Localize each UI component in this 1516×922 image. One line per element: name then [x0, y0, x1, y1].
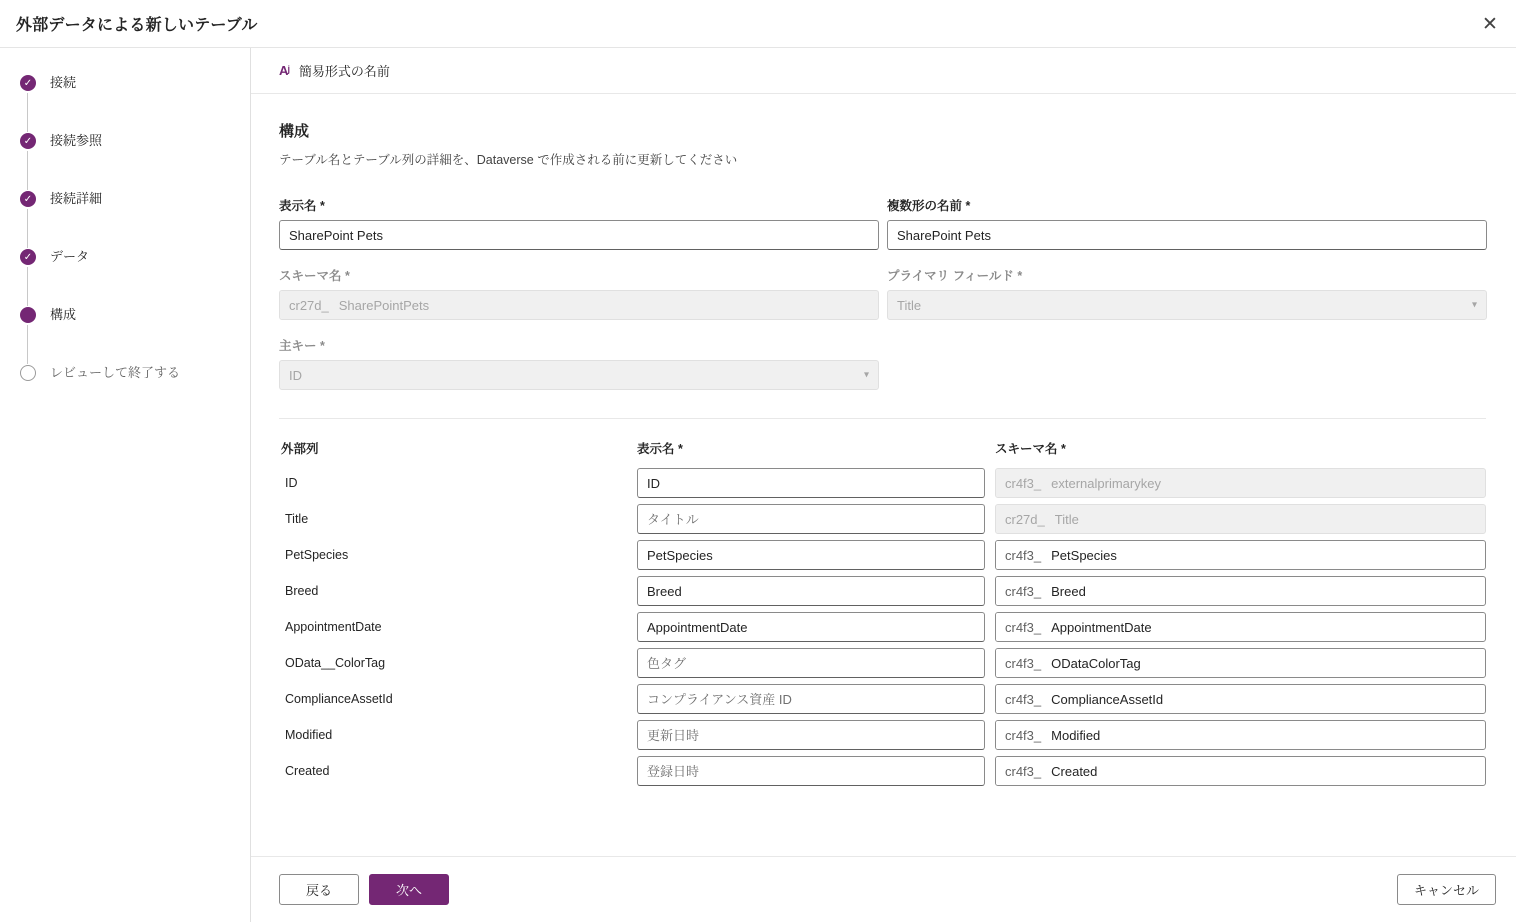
display-name-cell [637, 720, 995, 750]
column-schema-field[interactable] [995, 612, 1486, 642]
column-schema-input [1049, 469, 1485, 497]
schema-name-cell [995, 720, 1486, 750]
schema-prefix: cr4f3_ [996, 757, 1049, 785]
schema-prefix: cr4f3_ [996, 721, 1049, 749]
schema-prefix: cr27d_ [996, 505, 1053, 533]
display-name-cell [637, 468, 995, 498]
table-row [279, 465, 1486, 501]
panel-header [251, 48, 1516, 94]
external-column-name: AppointmentDate [285, 620, 382, 634]
table-row [279, 573, 1486, 609]
wizard-step-label: 接続参照 [50, 133, 103, 148]
schema-name-cell [995, 576, 1486, 606]
schema-name-field [279, 290, 879, 320]
display-name-cell [637, 684, 995, 714]
field-label-text: 複数形の名前 [887, 199, 963, 213]
display-name-cell [637, 576, 995, 606]
current-step-dot-icon [20, 307, 36, 323]
column-schema-input[interactable] [1049, 613, 1485, 641]
schema-name-cell [995, 468, 1486, 498]
required-marker: * [965, 199, 971, 213]
step-connector [27, 151, 28, 190]
table-row [279, 645, 1486, 681]
columns-table-header [279, 439, 1486, 457]
external-column-name: ID [285, 476, 298, 490]
check-icon: ✓ [20, 75, 36, 91]
required-marker: * [320, 199, 325, 213]
section-description: テーブル名とテーブル列の詳細を、Dataverse で作成される前に更新してください [279, 153, 738, 167]
required-marker: * [1017, 269, 1023, 283]
column-display-name-input[interactable] [637, 756, 985, 786]
external-column-name: Modified [285, 728, 333, 742]
dialog-footer [251, 856, 1516, 922]
column-schema-field [995, 504, 1486, 534]
column-schema-input[interactable] [1049, 685, 1485, 713]
required-marker: * [345, 269, 350, 283]
panel-content [251, 94, 1516, 856]
field-label-text: スキーマ名 [279, 269, 342, 283]
wizard-step-connection-reference[interactable] [0, 132, 250, 190]
external-column-name: OData__ColorTag [285, 656, 386, 670]
rename-field-icon: Aʲ [279, 63, 289, 78]
step-connector [27, 267, 28, 306]
wizard-step-label: レビューして終了する [50, 365, 181, 380]
dialog-body [0, 48, 1516, 922]
back-button[interactable]: 戻る [279, 874, 359, 905]
next-button[interactable]: 次へ [369, 874, 449, 905]
primary-key-value: ID [289, 367, 302, 383]
schema-prefix: cr4f3_ [996, 649, 1049, 677]
field-label-text: 主キー [279, 339, 317, 353]
field-label-text: プライマリ フィールド [887, 269, 1014, 283]
column-header-schema-name-text: スキーマ名 [995, 442, 1058, 456]
schema-name-cell [995, 684, 1486, 714]
schema-name-cell [995, 756, 1486, 786]
column-schema-field[interactable] [995, 684, 1486, 714]
schema-name-cell [995, 504, 1486, 534]
wizard-step-connection-details[interactable] [0, 190, 250, 248]
column-display-name-input[interactable] [637, 684, 985, 714]
table-row [279, 753, 1486, 789]
display-name-cell [637, 756, 995, 786]
schema-name-input [337, 291, 878, 319]
wizard-step-review-finish[interactable] [0, 364, 250, 422]
column-schema-input[interactable] [1049, 721, 1485, 749]
column-schema-input[interactable] [1049, 577, 1485, 605]
check-icon: ✓ [20, 133, 36, 149]
schema-name-cell [995, 648, 1486, 678]
wizard-step-rail [0, 48, 250, 922]
column-schema-field[interactable] [995, 648, 1486, 678]
wizard-step-label: 接続詳細 [50, 191, 103, 206]
field-label [887, 266, 1487, 284]
field-display-name [279, 196, 879, 250]
external-column-name: Created [285, 764, 330, 778]
schema-prefix: cr4f3_ [996, 613, 1049, 641]
schema-prefix: cr4f3_ [996, 577, 1049, 605]
column-display-name-input[interactable] [637, 504, 985, 534]
field-schema-name [279, 266, 879, 320]
panel-header-label: 簡易形式の名前 [298, 64, 390, 79]
column-header-display-name [637, 439, 995, 457]
step-connector [27, 209, 28, 248]
cancel-button[interactable]: キャンセル [1397, 874, 1496, 905]
column-display-name-input[interactable] [637, 648, 985, 678]
column-schema-input[interactable] [1049, 757, 1485, 785]
wizard-step-data[interactable] [0, 248, 250, 306]
external-column-name: ComplianceAssetId [285, 692, 393, 706]
table-row [279, 681, 1486, 717]
primary-key-select[interactable] [279, 360, 879, 390]
column-schema-field[interactable] [995, 720, 1486, 750]
schema-prefix: cr4f3_ [996, 685, 1049, 713]
check-icon: ✓ [20, 249, 36, 265]
field-label [279, 196, 879, 214]
primary-field-select[interactable] [887, 290, 1487, 320]
external-column-name: Title [285, 512, 309, 526]
check-icon: ✓ [20, 191, 36, 207]
field-label [279, 336, 879, 354]
display-name-cell [637, 540, 995, 570]
column-schema-field[interactable] [995, 756, 1486, 786]
column-display-name-input[interactable] [637, 612, 985, 642]
wizard-step-label: データ [50, 249, 90, 264]
schema-name-cell [995, 540, 1486, 570]
column-schema-field [995, 468, 1486, 498]
column-schema-input[interactable] [1049, 541, 1485, 569]
table-row [279, 501, 1486, 537]
field-primary-key [279, 336, 879, 390]
schema-prefix: cr4f3_ [996, 541, 1049, 569]
table-row [279, 717, 1486, 753]
chevron-down-icon: ▾ [1471, 299, 1477, 311]
chevron-down-icon: ▾ [863, 369, 869, 381]
column-display-name-input[interactable] [637, 540, 985, 570]
field-label [887, 196, 1487, 214]
external-column-name: PetSpecies [285, 548, 349, 562]
display-name-input[interactable] [279, 220, 879, 250]
dialog-title-bar [0, 0, 1516, 48]
field-label [279, 266, 879, 284]
step-connector [27, 325, 28, 364]
display-name-cell [637, 648, 995, 678]
primary-field-value: Title [897, 297, 922, 313]
wizard-step-connection[interactable] [0, 74, 250, 132]
column-header-schema-name [995, 439, 1486, 457]
configuration-panel [250, 48, 1516, 922]
column-schema-input [1053, 505, 1485, 533]
wizard-step-label: 構成 [50, 307, 77, 322]
pending-step-dot-icon [20, 365, 36, 381]
column-schema-input[interactable] [1049, 649, 1485, 677]
field-primary-field [887, 266, 1487, 320]
required-marker: * [1061, 442, 1066, 456]
column-schema-field[interactable] [995, 576, 1486, 606]
section-divider [279, 418, 1486, 419]
table-settings-form [279, 196, 1486, 406]
table-row [279, 537, 1486, 573]
table-row [279, 609, 1486, 645]
wizard-step-label: 接続 [50, 75, 77, 90]
column-display-name-input[interactable] [637, 720, 985, 750]
schema-prefix: cr4f3_ [996, 469, 1049, 497]
required-marker: * [678, 442, 683, 456]
schema-name-cell [995, 612, 1486, 642]
column-header-display-name-text: 表示名 [637, 442, 675, 456]
wizard-step-configuration[interactable] [0, 306, 250, 364]
columns-table-body [279, 465, 1486, 789]
close-icon[interactable]: ✕ [1472, 6, 1508, 42]
field-plural-name [887, 196, 1487, 250]
schema-prefix: cr27d_ [280, 291, 337, 319]
page-title: 外部データによる新しいテーブル [16, 17, 258, 34]
required-marker: * [320, 339, 325, 353]
column-schema-field[interactable] [995, 540, 1486, 570]
column-display-name-input[interactable] [637, 576, 985, 606]
field-label-text: 表示名 [279, 199, 317, 213]
column-header-external: 外部列 [281, 442, 319, 456]
external-column-name: Breed [285, 584, 319, 598]
section-title: 構成 [279, 123, 310, 140]
display-name-cell [637, 612, 995, 642]
display-name-cell [637, 504, 995, 534]
column-display-name-input[interactable] [637, 468, 985, 498]
step-connector [27, 93, 28, 132]
plural-name-input[interactable] [887, 220, 1487, 250]
